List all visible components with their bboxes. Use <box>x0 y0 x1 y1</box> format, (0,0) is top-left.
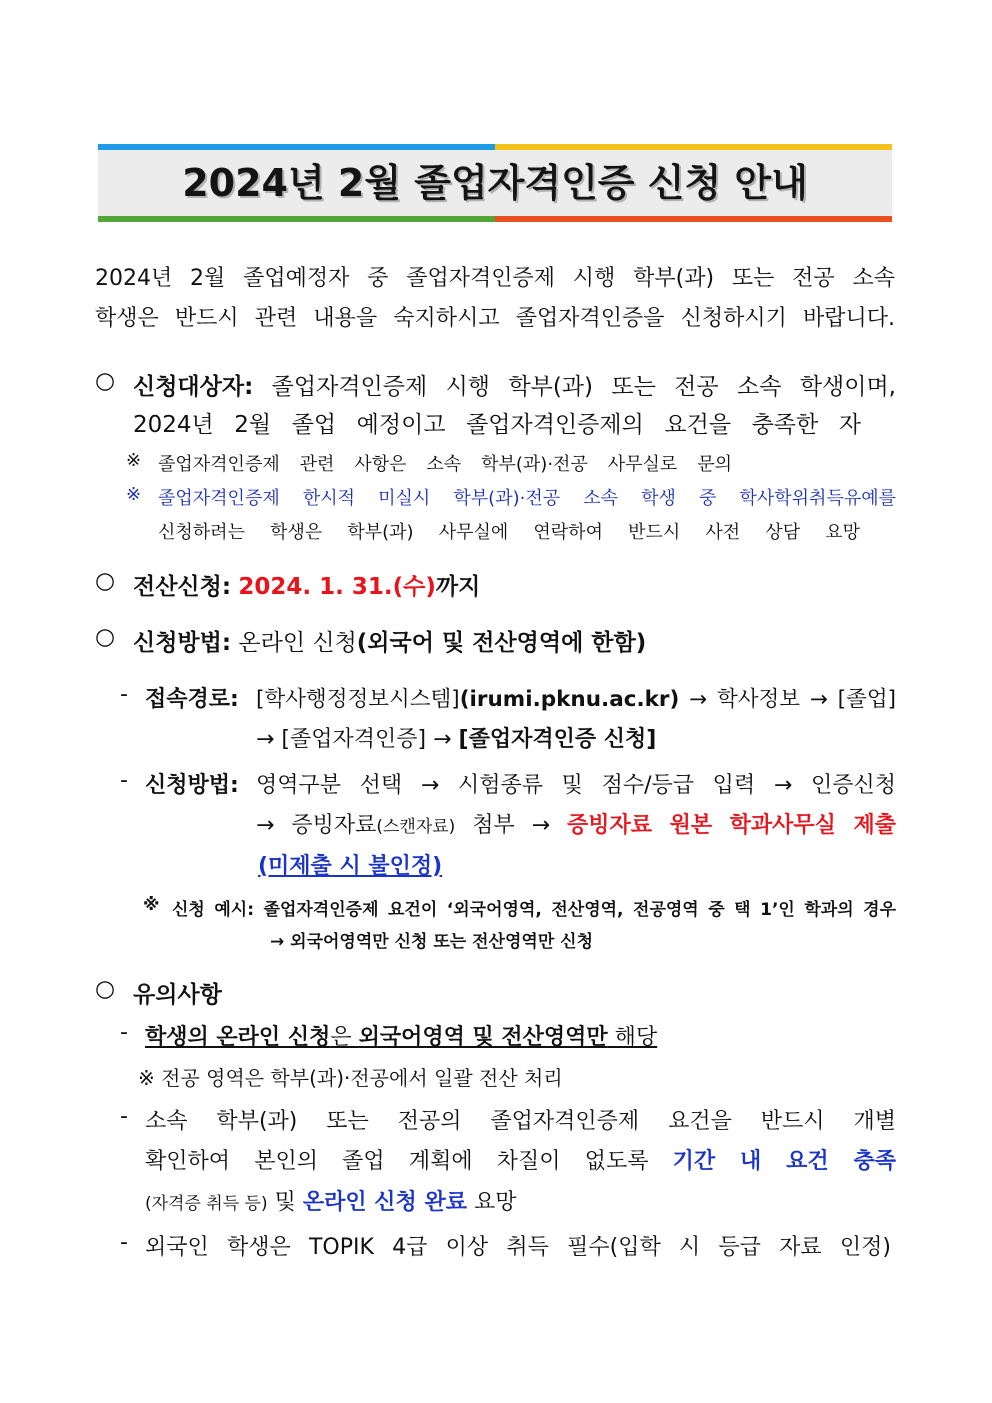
method-value: 온라인 신청 <box>231 630 357 656</box>
note-symbol: ※ <box>143 895 160 915</box>
period-date: 2024. 1. 31.(수) <box>238 574 436 600</box>
target-note-1: 졸업자격인증제 관련 사항은 소속 학부(과)·전공 사무실로 문의 <box>158 454 732 475</box>
method-line <box>133 624 646 657</box>
procedure-submit-original: 증빙자료 원본 학과사무실 제출 <box>566 813 896 838</box>
period-suffix: 까지 <box>435 574 481 600</box>
intro-line-2: 학생은 반드시 관련 내용을 숙지하시고 졸업자격인증을 신청하시기 바랍니다. <box>95 306 895 331</box>
dash: - <box>120 682 128 707</box>
banner-bar-blue <box>98 144 495 150</box>
page-title: 2024년 2월 졸업자격인증 신청 안내 <box>182 161 808 205</box>
bullet-circle: ○ <box>95 368 116 394</box>
dash: - <box>120 1020 128 1045</box>
procedure-line-3 <box>258 849 442 880</box>
target-line-2: 2024년 2월 졸업 예정이고 졸업자격인증제의 요건을 충족한 자 <box>133 412 861 438</box>
caution-requirement: 기간 내 요건 충족 <box>672 1149 896 1174</box>
method-label: 신청방법: <box>133 630 232 656</box>
dash: - <box>120 1230 128 1255</box>
target-label: 신청대상자: <box>133 374 254 400</box>
procedure-line-2: → 증빙자료(스캔자료) 첨부 → 증빙자료 원본 학과사무실 제출 <box>256 813 896 838</box>
caution-item-2-line-3: (자격증 취득 등) 및 온라인 신청 완료 요망 <box>145 1190 517 1215</box>
note-symbol: ※ <box>126 450 142 471</box>
cautions-heading: 유의사항 <box>133 982 222 1008</box>
target-note-2-line-2: 신청하려는 학생은 학부(과) 사무실에 연락하여 반드시 사전 상담 요망 <box>158 522 860 543</box>
banner-bar-yellow <box>495 144 892 150</box>
caution-item-2-line-2: 확인하여 본인의 졸업 계획에 차질이 없도록 기간 내 요건 충족 <box>145 1149 896 1174</box>
dash: - <box>120 768 128 793</box>
access-label: 접속경로: <box>145 687 239 712</box>
bullet-circle: ○ <box>95 624 116 650</box>
method-scope: (외국어 및 전산영역에 한함) <box>356 630 647 656</box>
caution-item-1-note: ※ 전공 영역은 학부(과)·전공에서 일괄 전산 처리 <box>138 1066 563 1090</box>
access-url: (irumi.pknu.ac.kr) <box>459 687 680 712</box>
access-menu: [졸업자격인증 신청] <box>458 727 657 752</box>
intro-line-1: 2024년 2월 졸업예정자 중 졸업자격인증제 시행 학부(과) 또는 전공 소속 <box>95 266 895 291</box>
bullet-circle: ○ <box>95 976 116 1002</box>
example-line-1: 신청 예시: 졸업자격인증제 요건이 ‘외국어영역, 전산영역, 전공영역 중 택 1’인 학과의 경우 <box>172 900 896 920</box>
example-line-2: → 외국어영역만 신청 또는 전산영역만 신청 <box>270 932 594 952</box>
target-note-2-line-1: 졸업자격인증제 한시적 미실시 학부(과)·전공 소속 학생 중 학사학위취득유예를 <box>158 488 896 509</box>
note-symbol: ※ <box>126 484 142 505</box>
access-line-2: → [졸업자격인증] → [졸업자격인증 신청] <box>256 727 657 752</box>
caution-item-3: 외국인 학생은 TOPIK 4급 이상 취득 필수(입학 시 등급 자료 인정) <box>145 1235 891 1260</box>
caution-item-2-line-1: 소속 학부(과) 또는 전공의 졸업자격인증제 요건을 반드시 개별 <box>145 1109 896 1134</box>
target-line-1 <box>133 368 896 401</box>
period-line <box>133 568 480 601</box>
procedure-warning: (미제출 시 불인정) <box>258 854 443 879</box>
caution-online-complete: 온라인 신청 완료 <box>302 1190 467 1215</box>
procedure-line-1: 영역구분 선택 → 시험종류 및 점수/등급 입력 → 인증신청 <box>256 773 896 798</box>
title-banner <box>98 144 892 222</box>
bullet-circle: ○ <box>95 568 116 594</box>
period-label: 전산신청: <box>133 574 232 600</box>
dash: - <box>120 1104 128 1129</box>
banner-bar-orange <box>495 216 892 222</box>
caution-item-1: 학생의 온라인 신청은 외국어영역 및 전산영역만 해당 <box>145 1025 658 1050</box>
target-line-1-text: 졸업자격인증제 시행 학부(과) 또는 전공 소속 학생이며, <box>253 374 896 400</box>
procedure-label: 신청방법: <box>145 773 239 798</box>
access-line-1: [학사행정정보시스템](irumi.pknu.ac.kr) → 학사정보 → [졸업] <box>256 687 896 712</box>
banner-bar-green <box>98 216 495 222</box>
